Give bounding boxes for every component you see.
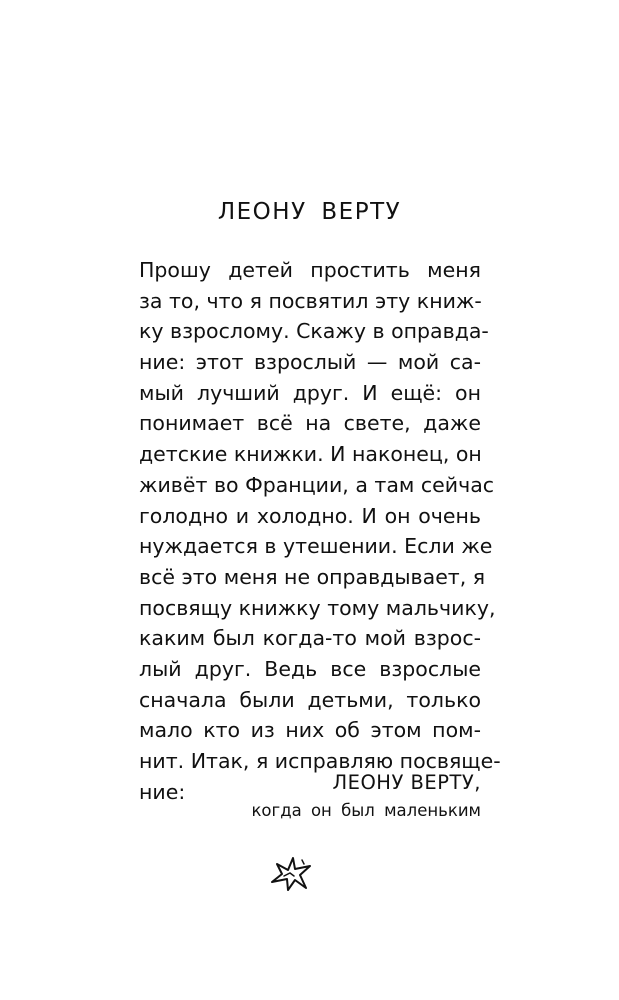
text-line: понимает всё на свете, даже bbox=[139, 411, 481, 436]
text-line: всё это меня не оправдывает, я bbox=[139, 564, 486, 589]
text-line: нит. Итак, я исправляю посвяще- bbox=[139, 749, 501, 773]
signature-subtitle: когда он был маленьким bbox=[251, 801, 481, 820]
text-line: нуждается в утешении. Если же bbox=[139, 534, 493, 559]
text-line: ку взрослому. Скажу в оправда- bbox=[139, 319, 489, 344]
text-line: за то, что я посвятил эту книж- bbox=[139, 288, 482, 313]
dedication-text bbox=[139, 255, 501, 807]
text-line: Прошу детей простить меня bbox=[139, 258, 481, 282]
text-line: мало кто из них об этом пом- bbox=[139, 718, 481, 743]
text-line: мый лучший друг. И ещё: он bbox=[139, 380, 481, 405]
text-line: живёт во Франции, а там сейчас bbox=[139, 472, 495, 497]
text-line: ние: bbox=[139, 779, 186, 804]
star-icon bbox=[268, 852, 314, 892]
text-line: голодно и холодно. И он очень bbox=[139, 503, 481, 528]
dedication-title: ЛЕОНУ ВЕРТУ bbox=[217, 199, 402, 225]
text-line: детские книжки. И наконец, он bbox=[139, 442, 482, 467]
text-line: каким был когда-то мой взрос- bbox=[139, 626, 481, 651]
text-line: лый друг. Ведь все взрослые bbox=[139, 656, 481, 681]
dedication-signature bbox=[251, 768, 481, 824]
text-line: сначала были детьми, только bbox=[139, 687, 481, 712]
text-line: ние: этот взрослый — мой са- bbox=[139, 350, 481, 375]
signature-name: ЛЕОНУ ВЕРТУ, bbox=[332, 771, 481, 794]
text-line: посвящу книжку тому мальчику, bbox=[139, 595, 496, 620]
